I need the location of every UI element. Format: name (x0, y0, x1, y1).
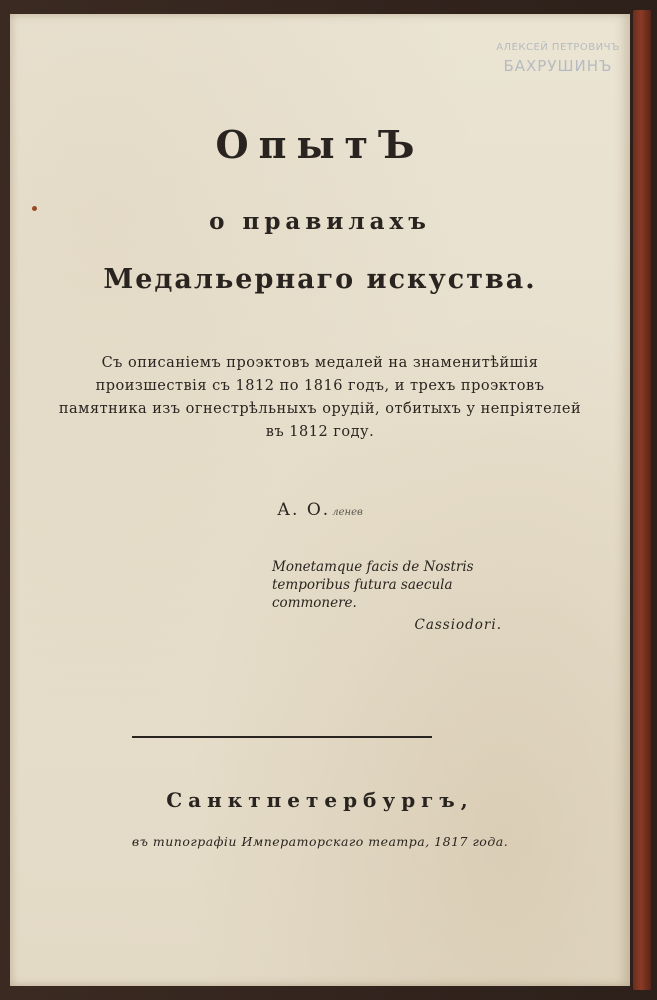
stamp-line-2: БАХРУШИНЪ (503, 57, 613, 75)
epigraph-text: Monetamque facis de Nostris temporibus futura saecula commonere. (272, 559, 474, 611)
author-line (10, 500, 630, 520)
handwritten-annotation: ленев (332, 507, 363, 518)
stamp-line-1: АЛЕКСЕЙ ПЕТРОВИЧЪ (496, 42, 620, 53)
imprint-city: Санктпетербургъ, (166, 788, 474, 812)
divider-rule (132, 736, 432, 738)
epigraph-source: Cassiodori. (414, 617, 502, 633)
epigraph (272, 558, 502, 634)
title-page (10, 14, 630, 986)
subtitle-line-2: Медальернаго искуства. (103, 264, 537, 295)
ownership-stamp (488, 42, 628, 75)
cover-edge (633, 10, 651, 990)
subtitle-line-1: о правилахъ (209, 208, 431, 235)
author-initials: А. О. (277, 500, 331, 520)
page-title: ОпытЪ (215, 122, 425, 167)
imprint-line: въ типографіи Императорскаго театра, 1817 года. (131, 834, 509, 849)
description: Съ описаніемъ проэктовъ медалей на знаменитѣйшія произшествія съ 1812 по 1816 годъ, и трехъ проэктовъ памятника изъ огнестрѣльныхъ орудій, отбитыхъ у непріятелей въ 1812 году. (58, 355, 582, 440)
